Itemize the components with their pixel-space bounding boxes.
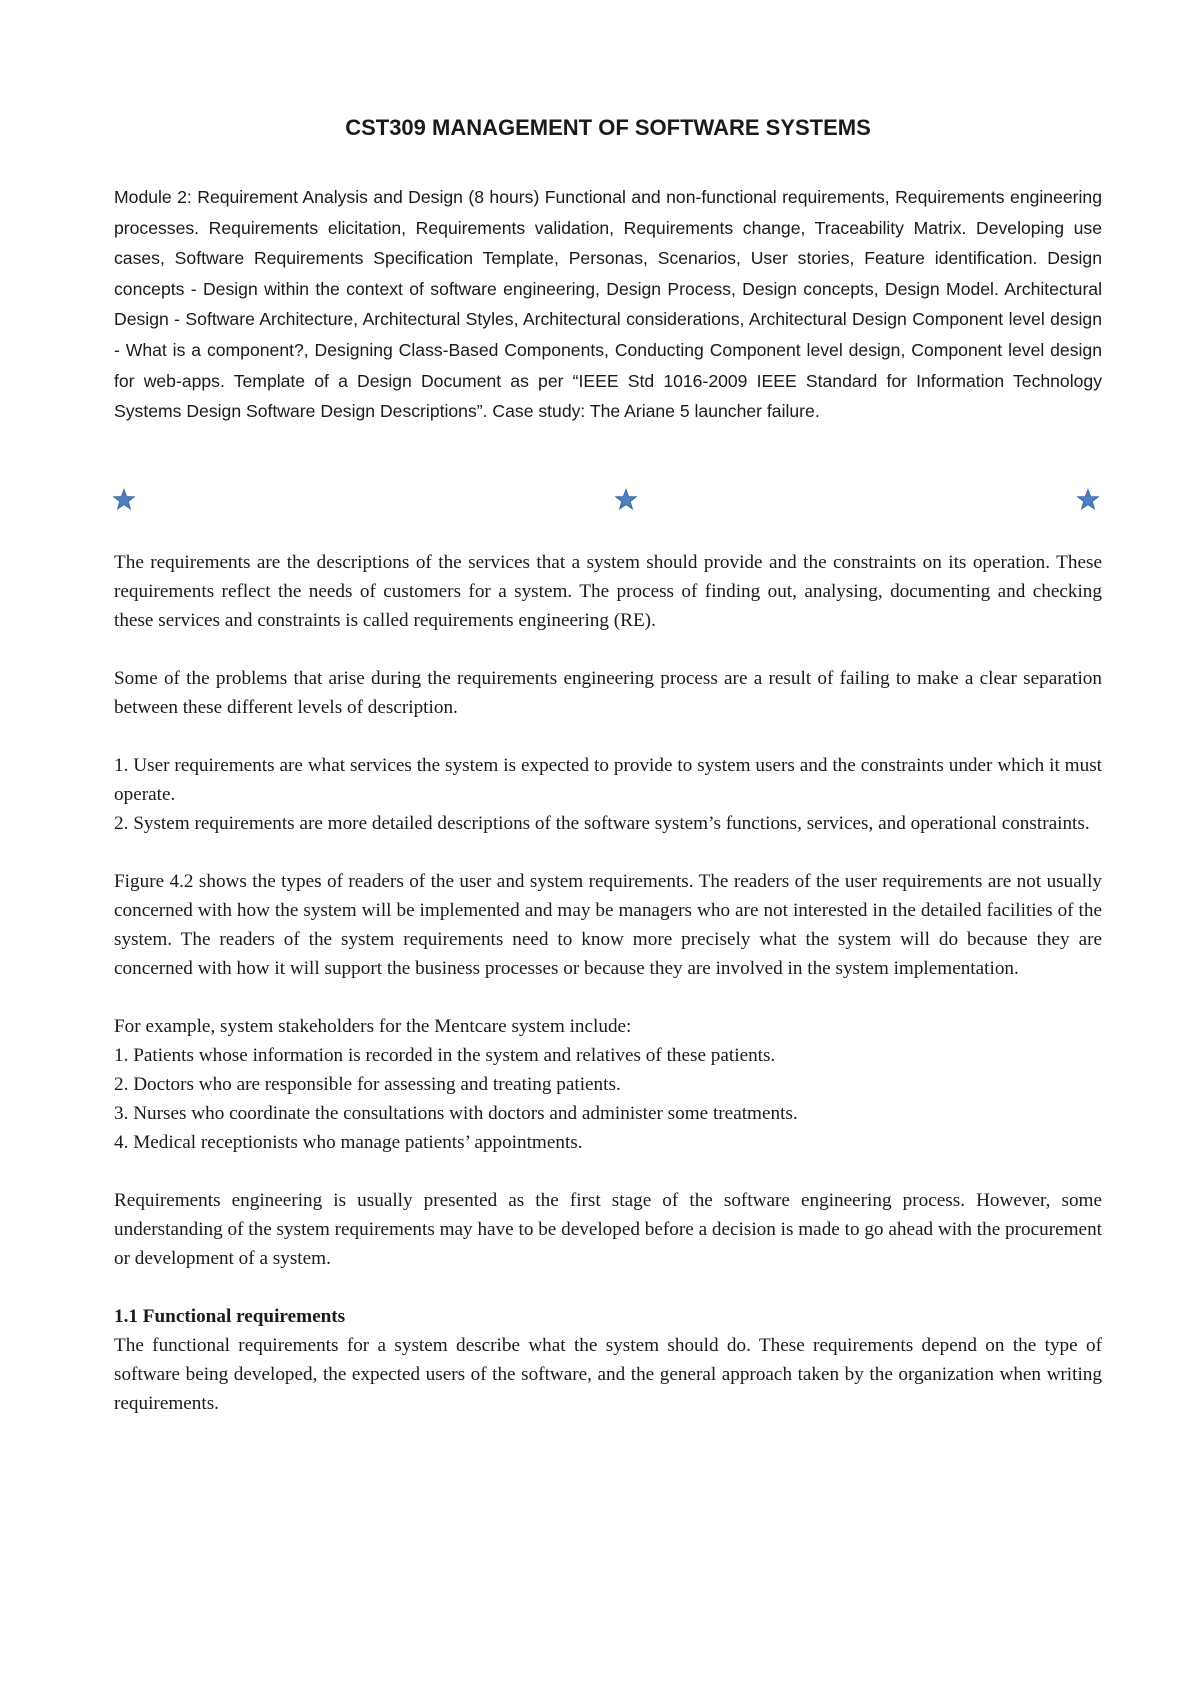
document-title: CST309 MANAGEMENT OF SOFTWARE SYSTEMS: [345, 115, 871, 140]
star-icon: [1076, 488, 1100, 512]
list-item-user-requirements: 1. User requirements are what services the system is expected to provide to system users and the constraints under which it must operate.: [114, 755, 1102, 805]
paragraph-problems: Some of the problems that arise during the requirements engineering process are a result of failing to make a clear separation between these different levels of description.: [114, 668, 1102, 718]
module-text: Functional and non-functional requirements, Requirements engineering processes. Requirements elicitation, Requirements validation, Requirements change, Traceability Matrix. Developing use cases, Software Requirements Specification Template, Personas, Scenarios, User stories, Feature identification. Design concepts - Design within the context of software engineering, Design Process, Design concepts, Design Model. Architectural Design - Software Architecture, Architectural Styles, Architectural considerations, Architectural Design Component level design - What is a component?, Designing Class-Based Components, Conducting Component level design, Component level design for web-apps. Template of a Design Document as per “IEEE Std 1016-2009 IEEE Standard for Information Technology Systems Design Software Design Descriptions”. Case study: The Ariane 5 launcher failure.: [114, 187, 1102, 422]
document-body: [114, 548, 1102, 1418]
list-item-stakeholder: 2. Doctors who are responsible for assessing and treating patients.: [114, 1074, 621, 1095]
list-item-stakeholder: 1. Patients whose information is recorded in the system and relatives of these patients.: [114, 1045, 776, 1066]
list-item-system-requirements: 2. System requirements are more detailed descriptions of the software system’s functions, services, and operational constraints.: [114, 813, 1090, 834]
star-divider: [114, 488, 1102, 516]
section-heading: 1.1 Functional requirements: [114, 1306, 346, 1327]
list-item-stakeholder: 4. Medical receptionists who manage patients’ appointments.: [114, 1132, 583, 1153]
list-item-stakeholder: 3. Nurses who coordinate the consultations with doctors and administer some treatments.: [114, 1103, 798, 1124]
star-icon: [614, 488, 638, 512]
paragraph-first-stage: Requirements engineering is usually presented as the first stage of the software engineering process. However, some understanding of the system requirements may have to be developed before a decision is made to go ahead with the procurement or development of a system.: [114, 1190, 1102, 1269]
paragraph-requirements-definition: The requirements are the descriptions of the services that a system should provide and the constraints on its operation. These requirements reflect the needs of customers for a system. The process of finding out, analysing, documenting and checking these services and constraints is called requirements engineering (RE).: [114, 552, 1102, 631]
paragraph-readers: Figure 4.2 shows the types of readers of the user and system requirements. The readers of the user requirements are not usually concerned with how the system will be implemented and may be managers who are not interested in the detailed facilities of the system. The readers of the system requirements need to know more precisely what the system will do because they are concerned with how it will support the business processes or because they are involved in the system implementation.: [114, 871, 1102, 979]
module-heading: Module 2: Requirement Analysis and Design (8 hours): [114, 187, 540, 207]
module-description: [114, 182, 1102, 427]
paragraph-stakeholders-intro: For example, system stakeholders for the Mentcare system include:: [114, 1016, 632, 1037]
star-icon: [112, 488, 136, 512]
paragraph-functional-requirements: The functional requirements for a system describe what the system should do. These requirements depend on the type of software being developed, the expected users of the software, and the general approach taken by the organization when writing requirements.: [114, 1335, 1102, 1414]
